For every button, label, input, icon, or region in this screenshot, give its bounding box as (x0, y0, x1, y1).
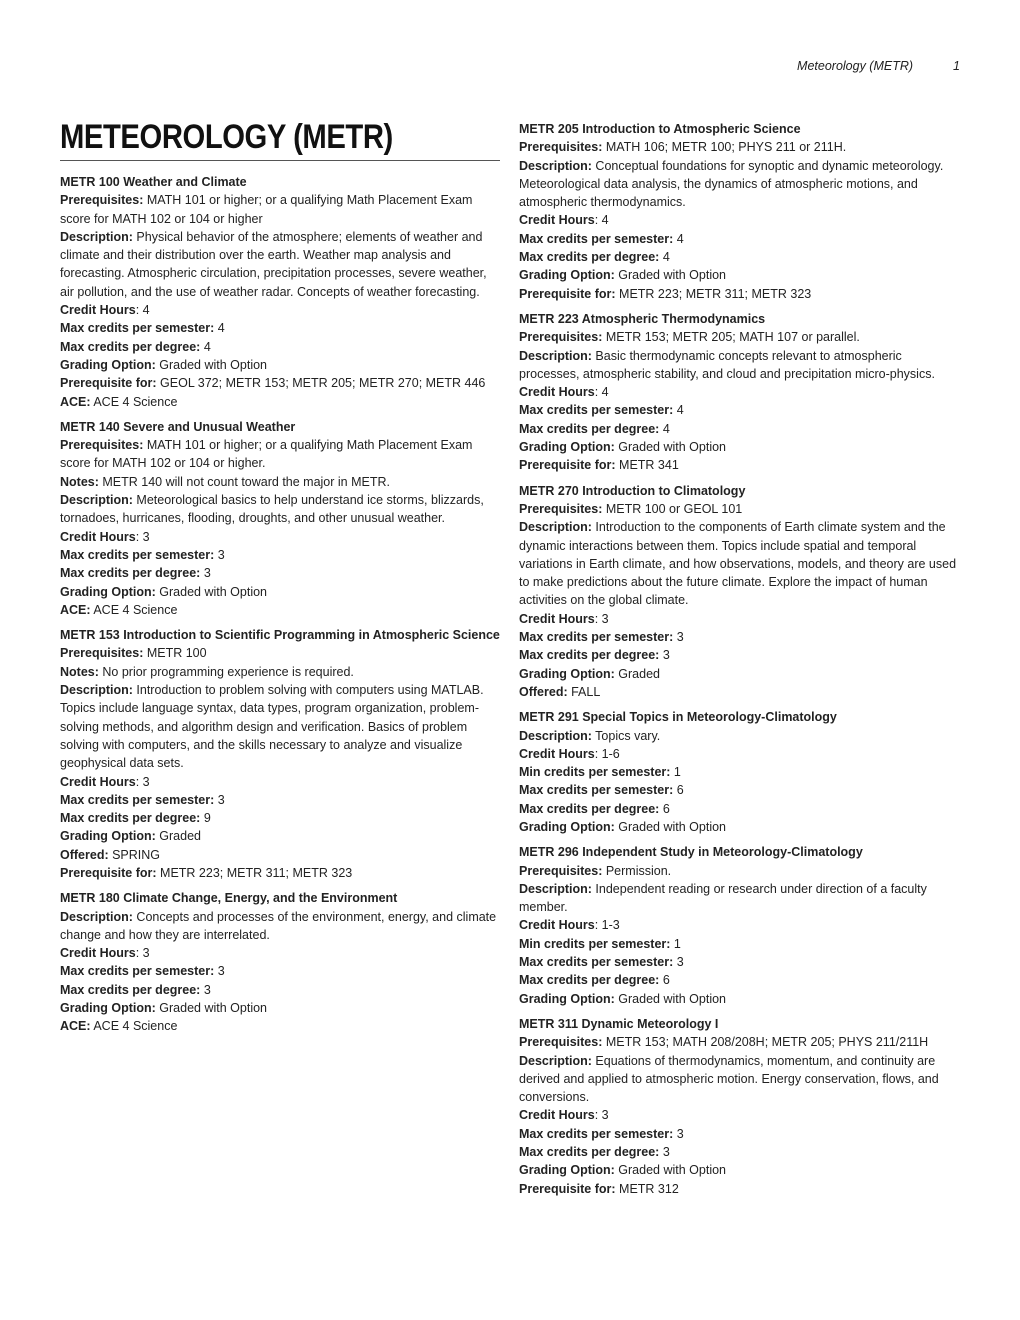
course-field (519, 1033, 961, 1051)
course-entry (519, 482, 961, 702)
field-value: 1 (670, 765, 681, 780)
field-value: SPRING (108, 847, 161, 862)
field-label: Max credits per semester: (60, 792, 215, 807)
field-label: Credit Hours (519, 918, 595, 933)
field-value: Graded with Option (155, 357, 267, 372)
right-column (519, 120, 961, 1205)
field-value: ACE 4 Science (90, 602, 178, 617)
course-title: METR 140 Severe and Unusual Weather (60, 419, 296, 434)
course-field (60, 583, 500, 601)
field-value: 6 (659, 973, 670, 988)
course-field (519, 990, 961, 1008)
course-field (60, 1017, 500, 1035)
course-entry (60, 418, 500, 619)
course-field (519, 328, 961, 346)
field-value: : 3 (135, 529, 150, 544)
course-field (60, 473, 500, 491)
field-label: Grading Option: (519, 991, 615, 1006)
field-value: METR 223; METR 311; METR 323 (615, 286, 812, 301)
field-label: Grading Option: (519, 666, 615, 681)
field-label: Credit Hours (519, 611, 595, 626)
field-value: Independent reading or research under direction of a faculty member. (519, 881, 927, 915)
field-label: Description: (60, 229, 133, 244)
field-label: Max credits per degree: (519, 250, 660, 265)
course-field (519, 880, 961, 917)
course-title: METR 153 Introduction to Scientific Programming in Atmospheric Science (60, 628, 500, 643)
field-value: : 3 (135, 774, 150, 789)
field-value: 6 (673, 783, 684, 798)
course-field (519, 1180, 961, 1198)
course-field (519, 727, 961, 745)
course-entry (519, 120, 961, 303)
field-value: MATH 101 or higher; or a qualifying Math Placement Exam score for MATH 102 or 104 or higher. (60, 438, 473, 471)
course-field (519, 646, 961, 664)
page-number: 1 (953, 59, 960, 73)
course-field (519, 916, 961, 934)
field-value: 3 (673, 955, 684, 970)
field-label: Max credits per degree: (60, 339, 201, 354)
course-entry (519, 708, 961, 836)
course-field (60, 944, 500, 962)
field-value: Graded with Option (614, 268, 726, 283)
field-value: 3 (659, 1145, 670, 1160)
field-value: Permission. (602, 863, 672, 878)
course-entry (519, 843, 961, 1008)
field-label: Prerequisites: (60, 193, 144, 208)
field-value: METR 100 or GEOL 101 (602, 501, 743, 516)
course-field (60, 564, 500, 582)
field-value: 4 (659, 250, 670, 265)
field-value: : 4 (135, 303, 150, 318)
course-field (519, 266, 961, 284)
field-value: ACE 4 Science (90, 1019, 178, 1034)
field-label: Max credits per semester: (519, 403, 674, 418)
field-value: Graded with Option (155, 1001, 267, 1016)
course-entry (60, 889, 500, 1035)
field-value: Graded with Option (614, 1163, 726, 1178)
course-field (519, 628, 961, 646)
field-label: Prerequisites: (519, 140, 603, 155)
field-value: 4 (673, 231, 684, 246)
right-course-list (519, 120, 961, 1198)
course-field (60, 191, 500, 228)
field-value: : 4 (594, 213, 609, 228)
course-title: METR 311 Dynamic Meteorology I (519, 1016, 719, 1031)
course-field (60, 546, 500, 564)
field-label: Prerequisites: (519, 501, 603, 516)
field-value: MATH 106; METR 100; PHYS 211 or 211H. (602, 140, 847, 155)
field-label: Max credits per semester: (60, 321, 215, 336)
course-field (519, 665, 961, 683)
field-label: Max credits per degree: (60, 982, 201, 997)
course-entry (60, 626, 500, 882)
field-value: Basic thermodynamic concepts relevant to atmospheric processes, atmospheric stability, and cloud and precipitation micro-physics. (519, 348, 935, 381)
field-label: Credit Hours (60, 529, 136, 544)
field-label: Prerequisites: (519, 330, 603, 345)
course-field (60, 338, 500, 356)
course-entry (60, 173, 500, 411)
course-field (519, 383, 961, 401)
field-value: 9 (200, 811, 211, 826)
field-value: ACE 4 Science (90, 394, 178, 409)
course-field (519, 438, 961, 456)
field-value: 3 (214, 792, 225, 807)
field-label: Notes: (60, 474, 99, 489)
field-value: 4 (214, 321, 225, 336)
course-field (519, 745, 961, 763)
field-label: Credit Hours (519, 385, 595, 400)
field-label: Max credits per degree: (519, 421, 660, 436)
field-value: Concepts and processes of the environment, energy, and climate change and how they are interrelated. (60, 909, 497, 942)
field-label: Grading Option: (519, 1163, 615, 1178)
field-label: Max credits per degree: (519, 648, 660, 663)
field-value: 3 (673, 1126, 684, 1141)
course-field (60, 601, 500, 619)
field-value: 6 (659, 801, 670, 816)
field-value: : 1-6 (594, 746, 620, 761)
course-field (60, 644, 500, 662)
course-field (519, 401, 961, 419)
field-value: Topics vary. (591, 728, 661, 743)
course-field (60, 436, 500, 473)
field-label: Grading Option: (519, 440, 615, 455)
field-label: Grading Option: (60, 584, 156, 599)
field-label: Prerequisite for: (519, 1181, 616, 1196)
field-label: Offered: (519, 684, 568, 699)
course-field (519, 211, 961, 229)
left-column (60, 116, 500, 1043)
course-field (60, 393, 500, 411)
course-field (519, 683, 961, 701)
field-value: 3 (200, 566, 211, 581)
field-value: Graded with Option (614, 991, 726, 1006)
field-value: Graded with Option (614, 440, 726, 455)
course-field (60, 374, 500, 392)
course-field (519, 953, 961, 971)
course-entry (519, 1015, 961, 1198)
field-value: 3 (659, 648, 670, 663)
field-value: : 1-3 (594, 918, 620, 933)
field-label: Prerequisites: (519, 1035, 603, 1050)
field-label: Grading Option: (60, 829, 156, 844)
field-value: MATH 101 or higher; or a qualifying Math Placement Exam score for MATH 102 or 104 or higher (60, 193, 473, 226)
field-label: Max credits per degree: (519, 1145, 660, 1160)
field-label: Prerequisites: (519, 863, 603, 878)
field-label: Prerequisite for: (60, 376, 157, 391)
field-value: : 3 (135, 946, 150, 961)
field-label: Offered: (60, 847, 109, 862)
field-label: Grading Option: (60, 1001, 156, 1016)
course-field (60, 981, 500, 999)
course-field (519, 456, 961, 474)
course-title: METR 223 Atmospheric Thermodynamics (519, 311, 766, 326)
field-label: Min credits per semester: (519, 765, 671, 780)
course-field (519, 1143, 961, 1161)
field-label: Prerequisites: (60, 646, 144, 661)
course-field (519, 347, 961, 384)
field-value: METR 153; METR 205; MATH 107 or parallel. (602, 330, 860, 345)
field-label: Max credits per semester: (519, 955, 674, 970)
course-field (60, 356, 500, 374)
field-label: ACE: (60, 394, 91, 409)
field-value: 3 (214, 964, 225, 979)
title-rule (60, 160, 500, 161)
running-title: Meteorology (METR) (797, 59, 914, 73)
field-label: Credit Hours (60, 946, 136, 961)
course-field (519, 862, 961, 880)
field-label: Grading Option: (519, 268, 615, 283)
field-label: Max credits per semester: (60, 547, 215, 562)
field-label: Max credits per degree: (519, 801, 660, 816)
course-field (60, 491, 500, 528)
course-field (519, 138, 961, 156)
field-label: Description: (60, 683, 133, 698)
field-label: Grading Option: (60, 357, 156, 372)
course-field (519, 610, 961, 628)
field-value: : 3 (594, 1108, 609, 1123)
field-value: METR 312 (615, 1181, 679, 1196)
field-label: Prerequisites: (60, 438, 144, 453)
field-label: Description: (519, 1053, 592, 1068)
field-value: 3 (200, 982, 211, 997)
field-value: 1 (670, 936, 681, 951)
field-label: Notes: (60, 664, 99, 679)
field-label: Max credits per degree: (60, 811, 201, 826)
course-field (519, 248, 961, 266)
course-field (519, 230, 961, 248)
left-course-list (60, 173, 500, 1036)
field-label: Prerequisite for: (60, 865, 157, 880)
course-title: METR 180 Climate Change, Energy, and the Environment (60, 891, 398, 906)
course-field (60, 809, 500, 827)
field-label: Min credits per semester: (519, 936, 671, 951)
field-value: GEOL 372; METR 153; METR 205; METR 270; METR 446 (156, 376, 486, 391)
course-entry (519, 310, 961, 475)
field-value: Conceptual foundations for synoptic and dynamic meteorology. Meteorological data analysis, the dynamics of atmospheric motions, and atmospheric thermodynamics. (519, 158, 944, 210)
field-label: Max credits per semester: (60, 964, 215, 979)
field-label: Credit Hours (519, 1108, 595, 1123)
field-value: Introduction to problem solving with computers using MATLAB. Topics include language syntax, data types, program organization, problem-solving methods, and algorithm design and verification. Basics of problem solving with computers, and the skills necessary to analyze and visualize geophysical data sets. (60, 683, 484, 771)
field-label: Description: (60, 909, 133, 924)
course-field (519, 500, 961, 518)
field-value: Graded (155, 829, 201, 844)
course-field (60, 864, 500, 882)
field-value: : 4 (594, 385, 609, 400)
field-value: METR 153; MATH 208/208H; METR 205; PHYS 211/211H (602, 1035, 929, 1050)
field-value: Graded with Option (614, 819, 726, 834)
course-field (519, 818, 961, 836)
course-field (60, 663, 500, 681)
field-value: No prior programming experience is required. (98, 664, 354, 679)
field-value: METR 223; METR 311; METR 323 (156, 865, 353, 880)
field-label: Max credits per semester: (519, 1126, 674, 1141)
course-field (60, 827, 500, 845)
field-label: Max credits per semester: (519, 630, 674, 645)
course-field (519, 781, 961, 799)
course-field (519, 420, 961, 438)
field-label: Max credits per semester: (519, 231, 674, 246)
course-field (60, 999, 500, 1017)
course-field (519, 157, 961, 212)
field-value: METR 140 will not count toward the major in METR. (98, 474, 390, 489)
field-value: Meteorological basics to help understand ice storms, blizzards, tornadoes, hurricanes, flooding, droughts, and other unusual weather. (60, 493, 484, 526)
field-label: Credit Hours (519, 213, 595, 228)
field-label: Credit Hours (519, 746, 595, 761)
course-field (519, 1125, 961, 1143)
field-value: 4 (659, 421, 670, 436)
field-value: 3 (214, 547, 225, 562)
course-field (519, 1161, 961, 1179)
course-field (60, 319, 500, 337)
course-field (519, 800, 961, 818)
field-label: Description: (60, 493, 133, 508)
field-value: Physical behavior of the atmosphere; elements of weather and climate and their distribution over the earth. Weather map analysis and forecasting. Atmospheric circulation, precipitation processes, severe weather, air pollution, and the use of weather radar. Concepts of weather forecasting. (60, 229, 487, 299)
course-title: METR 100 Weather and Climate (60, 175, 247, 189)
field-label: Grading Option: (519, 819, 615, 834)
field-label: Prerequisite for: (519, 458, 616, 473)
course-field (519, 935, 961, 953)
running-header (797, 59, 960, 73)
field-label: Max credits per degree: (60, 566, 201, 581)
course-field (60, 773, 500, 791)
course-title: METR 270 Introduction to Climatology (519, 483, 746, 498)
field-label: Prerequisite for: (519, 286, 616, 301)
course-field (519, 518, 961, 609)
field-value: Graded (614, 666, 660, 681)
field-label: Description: (519, 158, 592, 173)
course-field (60, 962, 500, 980)
field-value: Equations of thermodynamics, momentum, and continuity are derived and applied to atmospheric motion. Energy conservation, flows, and conversions. (519, 1053, 939, 1105)
course-title: METR 291 Special Topics in Meteorology-Climatology (519, 710, 837, 725)
field-value: Introduction to the components of Earth climate system and the dynamic interactions between them. Topics include spatial and temporal variations in Earth climate, and how observations, models, and theory are used to make predictions about the future climate. Explore the impact of human activities on the global climate. (519, 520, 957, 608)
field-value: FALL (567, 684, 601, 699)
course-field (60, 846, 500, 864)
field-label: Description: (519, 520, 592, 535)
field-value: METR 100 (143, 646, 207, 661)
course-field (60, 228, 500, 301)
course-field (60, 908, 500, 945)
field-label: Max credits per semester: (519, 783, 674, 798)
course-field (60, 791, 500, 809)
field-value: METR 341 (615, 458, 679, 473)
field-label: Credit Hours (60, 774, 136, 789)
field-label: Credit Hours (60, 303, 136, 318)
course-field (519, 1106, 961, 1124)
course-field (519, 1052, 961, 1107)
course-field (519, 285, 961, 303)
course-field (519, 971, 961, 989)
field-label: Max credits per degree: (519, 973, 660, 988)
field-label: Description: (519, 728, 592, 743)
course-field (60, 681, 500, 772)
field-value: 4 (200, 339, 211, 354)
field-label: Description: (519, 881, 592, 896)
course-field (60, 301, 500, 319)
course-title: METR 296 Independent Study in Meteorology-Climatology (519, 845, 863, 860)
course-field (60, 528, 500, 546)
field-label: Description: (519, 348, 592, 363)
field-value: Graded with Option (155, 584, 267, 599)
field-value: 3 (673, 630, 684, 645)
course-title: METR 205 Introduction to Atmospheric Science (519, 122, 801, 136)
field-label: ACE: (60, 602, 91, 617)
page-title: METEOROLOGY (METR) (60, 118, 393, 156)
field-label: ACE: (60, 1019, 91, 1034)
field-value: : 3 (594, 611, 609, 626)
field-value: 4 (673, 403, 684, 418)
course-field (519, 763, 961, 781)
